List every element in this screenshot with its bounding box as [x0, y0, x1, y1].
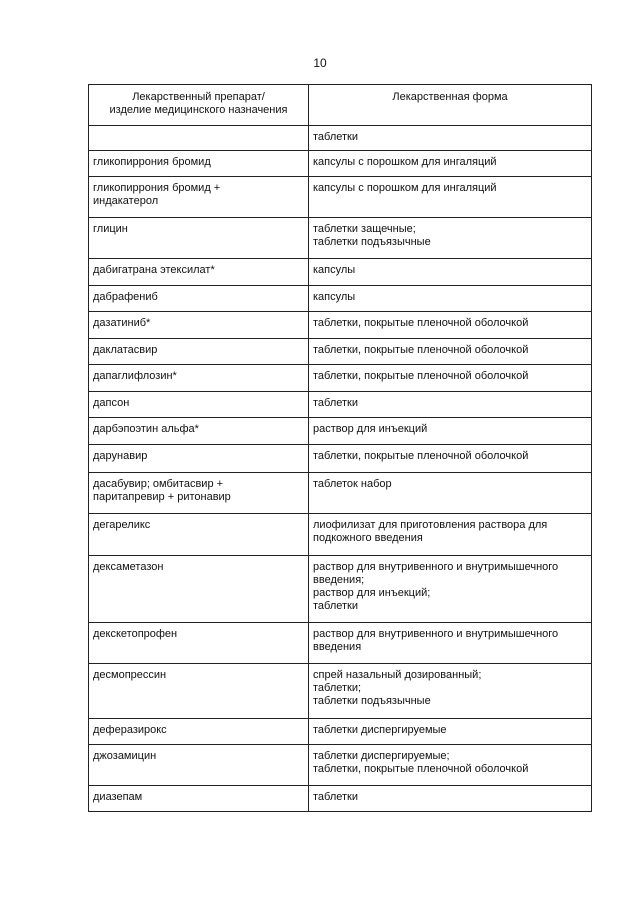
- drug-cell: [89, 719, 309, 745]
- table-row: [89, 556, 592, 623]
- form-cell: [309, 392, 592, 418]
- drug-cell: [89, 664, 309, 719]
- table-row: [89, 312, 592, 339]
- form-cell-line: раствор для внутривенного и внутримышечного: [313, 561, 559, 573]
- form-cell-line: таблетки диспергируемые: [313, 724, 447, 736]
- form-cell: [309, 786, 592, 812]
- form-cell-line: таблетки: [313, 131, 359, 143]
- form-cell: [309, 177, 592, 218]
- drug-cell-line: дабрафениб: [93, 291, 158, 303]
- drug-cell-line: дапсон: [93, 397, 130, 409]
- table-header-row: [89, 85, 592, 126]
- drug-cell: [89, 623, 309, 664]
- form-cell-line: лиофилизат для приготовления раствора для: [313, 519, 548, 531]
- drug-cell-line: дабигатрана этексилат*: [93, 264, 215, 276]
- form-cell-line: введения;: [313, 574, 365, 586]
- form-cell: [309, 365, 592, 392]
- drug-cell: [89, 514, 309, 556]
- form-cell: [309, 286, 592, 312]
- drug-cell-line: индакатерол: [93, 195, 159, 207]
- drug-cell-line: дасабувир; омбитасвир +: [93, 478, 224, 490]
- table-row: [89, 126, 592, 151]
- form-cell-line: таблетки подъязычные: [313, 695, 431, 707]
- form-cell-line: капсулы: [313, 264, 356, 276]
- drug-cell-line: джозамицин: [93, 750, 157, 762]
- drug-cell: [89, 786, 309, 812]
- form-cell-line: капсулы: [313, 291, 356, 303]
- header-drug-line: Лекарственный препарат/: [132, 91, 265, 103]
- drug-cell: [89, 365, 309, 392]
- drug-cell: [89, 177, 309, 218]
- drug-cell-line: дарунавир: [93, 450, 148, 462]
- form-cell-line: таблетки;: [313, 682, 362, 694]
- drug-cell-line: гликопиррония бромид: [93, 156, 211, 168]
- drug-cell: [89, 418, 309, 445]
- table-row: [89, 218, 592, 259]
- form-cell: [309, 151, 592, 177]
- drug-cell: [89, 556, 309, 623]
- drug-cell: [89, 126, 309, 151]
- table-row: [89, 445, 592, 473]
- header-drug-line: изделие медицинского назначения: [109, 104, 288, 116]
- form-cell: [309, 514, 592, 556]
- form-cell-line: таблетки: [313, 397, 359, 409]
- form-cell: [309, 445, 592, 473]
- form-cell: [309, 664, 592, 719]
- form-cell: [309, 312, 592, 339]
- table-row: [89, 473, 592, 514]
- form-cell: [309, 745, 592, 786]
- drug-cell-line: дазатиниб*: [93, 317, 151, 329]
- form-cell-line: таблетки, покрытые пленочной оболочкой: [313, 763, 529, 775]
- table-row: [89, 151, 592, 177]
- table-row: [89, 286, 592, 312]
- form-cell-line: капсулы с порошком для ингаляций: [313, 182, 497, 194]
- form-cell: [309, 259, 592, 286]
- drug-cell: [89, 445, 309, 473]
- drug-cell-line: дарбэпоэтин альфа*: [93, 423, 199, 435]
- drug-cell: [89, 473, 309, 514]
- table-row: [89, 623, 592, 664]
- table-row: [89, 418, 592, 445]
- form-cell-line: раствор для инъекций;: [313, 587, 431, 599]
- drug-cell: [89, 151, 309, 177]
- drug-cell-line: глицин: [93, 223, 128, 235]
- table-row: [89, 786, 592, 812]
- drug-cell-line: даклатасвир: [93, 344, 158, 356]
- form-cell: [309, 218, 592, 259]
- drug-cell: [89, 218, 309, 259]
- form-cell: [309, 418, 592, 445]
- form-cell-line: таблетки, покрытые пленочной оболочкой: [313, 317, 529, 329]
- form-cell-line: таблетки подъязычные: [313, 236, 431, 248]
- drug-cell-line: дапаглифлозин*: [93, 370, 177, 382]
- drug-cell-line: дексаметазон: [93, 561, 164, 573]
- table-row: [89, 392, 592, 418]
- table-row: [89, 259, 592, 286]
- drug-cell: [89, 392, 309, 418]
- form-cell-line: капсулы с порошком для ингаляций: [313, 156, 497, 168]
- drug-cell: [89, 745, 309, 786]
- header-form-line: Лекарственная форма: [392, 91, 508, 103]
- form-cell-line: таблетки, покрытые пленочной оболочкой: [313, 450, 529, 462]
- drug-cell: [89, 339, 309, 365]
- drug-cell: [89, 312, 309, 339]
- form-cell-line: введения: [313, 641, 362, 653]
- table-row: [89, 664, 592, 719]
- form-cell-line: таблетки: [313, 600, 359, 612]
- drug-cell-line: паритапревир + ритонавир: [93, 491, 231, 503]
- form-cell: [309, 126, 592, 151]
- header-drug: [89, 85, 309, 126]
- form-cell-line: подкожного введения: [313, 532, 423, 544]
- form-cell: [309, 339, 592, 365]
- table-row: [89, 514, 592, 556]
- table-row: [89, 339, 592, 365]
- drug-table: [88, 84, 592, 812]
- drug-cell-line: десмопрессин: [93, 669, 167, 681]
- drug-cell-line: гликопиррония бромид +: [93, 182, 221, 194]
- form-cell-line: таблетки: [313, 791, 359, 803]
- form-cell-line: таблетки защечные;: [313, 223, 416, 235]
- header-form: [309, 85, 592, 126]
- table-row: [89, 745, 592, 786]
- form-cell-line: раствор для инъекций: [313, 423, 428, 435]
- form-cell-line: раствор для внутривенного и внутримышечного: [313, 628, 559, 640]
- drug-cell-line: диазепам: [93, 791, 143, 803]
- table-row: [89, 719, 592, 745]
- table-row: [89, 177, 592, 218]
- drug-cell: [89, 286, 309, 312]
- form-cell-line: спрей назальный дозированный;: [313, 669, 482, 681]
- drug-cell: [89, 259, 309, 286]
- form-cell: [309, 556, 592, 623]
- table-row: [89, 365, 592, 392]
- form-cell: [309, 473, 592, 514]
- drug-cell-line: деферазирокс: [93, 724, 167, 736]
- form-cell-line: таблетки, покрытые пленочной оболочкой: [313, 370, 529, 382]
- form-cell-line: таблетки диспергируемые;: [313, 750, 450, 762]
- form-cell: [309, 623, 592, 664]
- form-cell-line: таблеток набор: [313, 478, 392, 490]
- drug-cell-line: декскетопрофен: [93, 628, 178, 640]
- form-cell: [309, 719, 592, 745]
- drug-cell-line: дегареликс: [93, 519, 151, 531]
- page-number: 10: [313, 56, 327, 70]
- form-cell-line: таблетки, покрытые пленочной оболочкой: [313, 344, 529, 356]
